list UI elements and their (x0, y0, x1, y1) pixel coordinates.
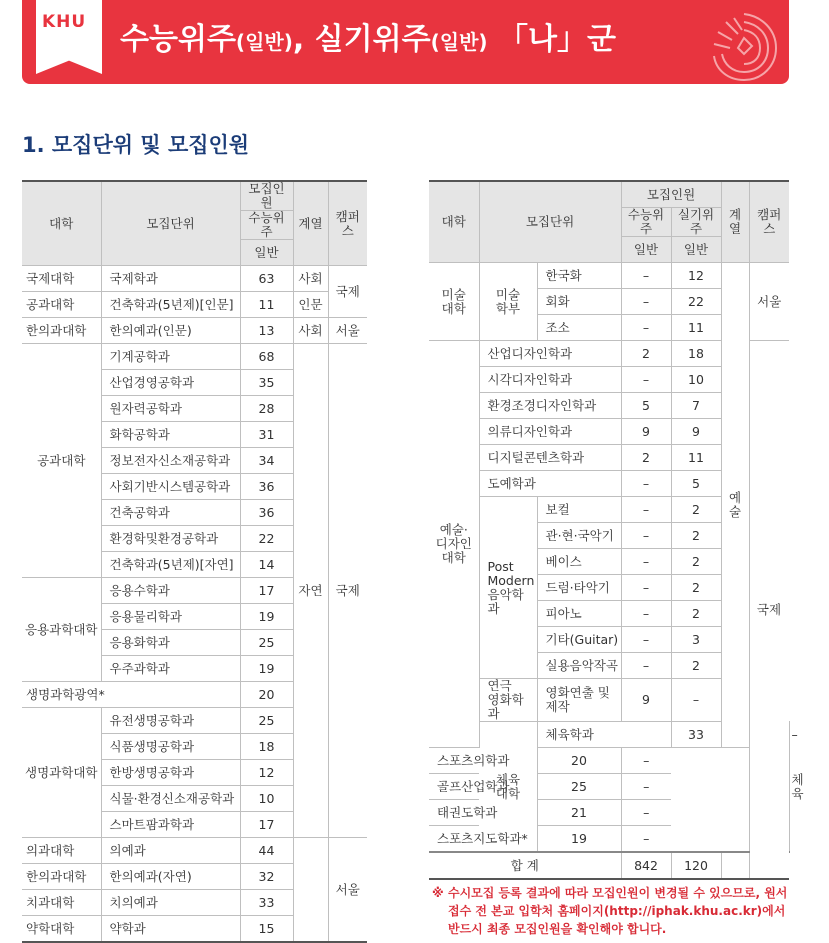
count-cell: 12 (240, 760, 293, 786)
unit-cell: 응용화학과 (101, 630, 240, 656)
suneung-cell: – (621, 367, 671, 393)
table-row (22, 838, 367, 864)
khu-logo: KHU (42, 12, 87, 32)
col-quota: 모집인원 (621, 181, 721, 208)
count-cell: 28 (240, 396, 293, 422)
suneung-cell: 21 (537, 800, 621, 826)
suneung-cell: – (621, 523, 671, 549)
dept-cell: 미술 학부 (479, 263, 537, 341)
unit-cell: 응용수학과 (101, 578, 240, 604)
unit-cell: 유전생명공학과 (101, 708, 240, 734)
track-cell-blank (293, 838, 328, 943)
count-cell: 31 (240, 422, 293, 448)
count-cell: 11 (240, 292, 293, 318)
suneung-cell: – (621, 653, 671, 679)
col-general-2: 일반 (671, 237, 721, 263)
notice-text: 수시모집 등록 결과에 따라 모집인원이 변경될 수 있으므로, 원서 접수 전 본교 입학처 홈페이지(http://iphak.khu.ac.kr)에서 반드시 최종 모집인원을 확인해야 합니다. (448, 886, 788, 936)
unit-cell: 약학과 (101, 916, 240, 943)
unit-cell: 의류디자인학과 (479, 419, 621, 445)
silgi-cell: – (621, 774, 671, 800)
unit-cell: 도예학과 (479, 471, 621, 497)
campus-cell: 서울 (328, 838, 367, 943)
notice-mark: ※ (432, 886, 444, 900)
table-row (429, 826, 789, 853)
title-part3: , 실기위주 (292, 22, 431, 57)
count-cell: 25 (240, 708, 293, 734)
unit-cell: 건축공학과 (101, 500, 240, 526)
unit-cell: 식물·환경신소재공학과 (101, 786, 240, 812)
total-row (429, 852, 789, 879)
silgi-cell: 11 (671, 315, 721, 341)
col-quota: 모집인원 (240, 181, 293, 211)
header-banner (22, 0, 789, 84)
page-title (120, 14, 616, 58)
suneung-cell: 20 (537, 748, 621, 774)
suneung-cell: – (621, 471, 671, 497)
college-cell: 약학대학 (22, 916, 101, 943)
dept-cell: Post Modern 음악학과 (479, 497, 537, 679)
col-general: 일반 (240, 240, 293, 266)
track-cell: 사회 (293, 266, 328, 292)
suneung-cell: – (621, 263, 671, 289)
count-cell: 22 (240, 526, 293, 552)
unit-cell: 시각디자인학과 (479, 367, 621, 393)
silgi-cell: 3 (671, 627, 721, 653)
silgi-cell: 10 (671, 367, 721, 393)
unit-cell: 정보전자신소재공학과 (101, 448, 240, 474)
college-cell: 한의과대학 (22, 318, 101, 344)
count-cell: 36 (240, 500, 293, 526)
count-cell: 17 (240, 812, 293, 838)
table-row (22, 318, 367, 344)
silgi-cell: 7 (671, 393, 721, 419)
right-quota-table (429, 180, 804, 880)
unit-cell: 우주과학과 (101, 656, 240, 682)
col-college: 대학 (22, 181, 101, 266)
suneung-cell: – (621, 601, 671, 627)
col-suneung: 수능위주 (240, 211, 293, 240)
track-cell: 사회 (293, 318, 328, 344)
track-cell: 예술 (721, 263, 749, 748)
table-row (429, 774, 789, 800)
unit-cell: 한의예과(인문) (101, 318, 240, 344)
suneung-cell: 33 (671, 722, 721, 748)
silgi-cell: 2 (671, 523, 721, 549)
count-cell: 19 (240, 604, 293, 630)
count-cell: 68 (240, 344, 293, 370)
count-cell: 34 (240, 448, 293, 474)
count-cell: 20 (240, 682, 293, 708)
suneung-cell: 9 (621, 419, 671, 445)
college-cell: 공과대학 (22, 292, 101, 318)
silgi-cell: 2 (671, 575, 721, 601)
title-part1: 수능위주 (120, 22, 236, 57)
table-row (22, 344, 367, 370)
unit-cell: 스포츠지도학과* (429, 826, 537, 853)
title-part2: (일반) (235, 30, 293, 54)
unit-cell: 디지털콘텐츠학과 (479, 445, 621, 471)
campus-cell: 서울 (749, 263, 789, 341)
unit-cell: 실용음악작곡 (537, 653, 621, 679)
silgi-cell: 2 (671, 601, 721, 627)
unit-cell: 체육학과 (537, 722, 671, 748)
total-silgi: 120 (671, 852, 721, 879)
college-cell: 생명과학광역* (22, 682, 240, 708)
total-blank (721, 852, 789, 879)
table-row (22, 266, 367, 292)
silgi-cell: 12 (671, 263, 721, 289)
col-campus: 캠퍼스 (328, 181, 367, 266)
col-college: 대학 (429, 181, 479, 263)
college-cell: 미술 대학 (429, 263, 479, 341)
unit-cell: 원자력공학과 (101, 396, 240, 422)
table-row (429, 748, 789, 774)
college-cell: 생명과학대학 (22, 708, 101, 838)
table-row (429, 263, 789, 289)
college-cell: 응용과학대학 (22, 578, 101, 682)
count-cell: 63 (240, 266, 293, 292)
left-quota-table (22, 180, 367, 943)
unit-cell: 식품생명공학과 (101, 734, 240, 760)
college-cell: 의과대학 (22, 838, 101, 864)
unit-cell: 건축학과(5년제)[자연] (101, 552, 240, 578)
suneung-cell: – (621, 575, 671, 601)
silgi-cell: 2 (671, 497, 721, 523)
suneung-cell: 2 (621, 341, 671, 367)
count-cell: 44 (240, 838, 293, 864)
unit-cell: 화학공학과 (101, 422, 240, 448)
unit-cell: 한의예과(자연) (101, 864, 240, 890)
silgi-cell: – (621, 800, 671, 826)
unit-cell: 드럼·타악기 (537, 575, 621, 601)
count-cell: 18 (240, 734, 293, 760)
silgi-cell: 11 (671, 445, 721, 471)
track-cell: 자연 (293, 344, 328, 838)
unit-cell: 의예과 (101, 838, 240, 864)
unit-cell: 스마트팜과학과 (101, 812, 240, 838)
unit-cell: 베이스 (537, 549, 621, 575)
unit-cell: 산업디자인학과 (479, 341, 621, 367)
unit-cell: 환경학및환경공학과 (101, 526, 240, 552)
unit-cell: 골프산업학과 (429, 774, 537, 800)
silgi-cell: 2 (671, 653, 721, 679)
unit-cell: 사회기반시스템공학과 (101, 474, 240, 500)
col-unit: 모집단위 (479, 181, 621, 263)
unit-cell: 회화 (537, 289, 621, 315)
suneung-cell: 19 (537, 826, 621, 853)
unit-cell: 피아노 (537, 601, 621, 627)
count-cell: 35 (240, 370, 293, 396)
suneung-cell: – (621, 315, 671, 341)
unit-cell: 한국화 (537, 263, 621, 289)
silgi-cell: – (621, 826, 671, 853)
col-track: 계열 (293, 181, 328, 266)
lion-emblem-icon (704, 8, 784, 84)
title-part5: 「나」군 (487, 22, 616, 57)
suneung-cell: 25 (537, 774, 621, 800)
unit-cell: 영화연출 및 제작 (537, 679, 621, 722)
unit-cell: 관·현·국악기 (537, 523, 621, 549)
college-cell: 국제대학 (22, 266, 101, 292)
track-cell: 인문 (293, 292, 328, 318)
suneung-cell: – (621, 549, 671, 575)
silgi-cell: 5 (671, 471, 721, 497)
unit-cell: 기타(Guitar) (537, 627, 621, 653)
unit-cell: 태권도학과 (429, 800, 537, 826)
unit-cell: 산업경영공학과 (101, 370, 240, 396)
silgi-cell: 18 (671, 341, 721, 367)
college-cell: 예술· 디자인 대학 (429, 341, 479, 748)
dept-cell: 연극 영화학과 (479, 679, 537, 722)
suneung-cell: 5 (621, 393, 671, 419)
unit-cell: 국제학과 (101, 266, 240, 292)
unit-cell: 한방생명공학과 (101, 760, 240, 786)
unit-cell: 환경조경디자인학과 (479, 393, 621, 419)
table-row (22, 292, 367, 318)
college-cell: 치과대학 (22, 890, 101, 916)
college-cell: 공과대학 (22, 344, 101, 578)
count-cell: 10 (240, 786, 293, 812)
count-cell: 14 (240, 552, 293, 578)
title-part4: (일반) (430, 30, 488, 54)
campus-cell: 서울 (328, 318, 367, 344)
suneung-cell: 9 (621, 679, 671, 722)
col-campus: 캠퍼스 (749, 181, 789, 263)
col-silgi: 실기위주 (671, 208, 721, 237)
campus-cell: 국제 (328, 344, 367, 838)
unit-cell: 보컬 (537, 497, 621, 523)
count-cell: 19 (240, 656, 293, 682)
col-unit: 모집단위 (101, 181, 240, 266)
unit-cell: 치의예과 (101, 890, 240, 916)
unit-cell: 기계공학과 (101, 344, 240, 370)
suneung-cell: – (621, 497, 671, 523)
unit-cell: 조소 (537, 315, 621, 341)
campus-cell: 국제 (328, 266, 367, 318)
unit-cell: 건축학과(5년제)[인문] (101, 292, 240, 318)
section-title: 1. 모집단위 및 모집인원 (22, 133, 250, 157)
suneung-cell: – (621, 289, 671, 315)
notice (432, 884, 794, 938)
unit-cell: 스포츠의학과 (429, 748, 537, 774)
silgi-cell: 2 (671, 549, 721, 575)
col-suneung: 수능위주 (621, 208, 671, 237)
col-general-1: 일반 (621, 237, 671, 263)
count-cell: 25 (240, 630, 293, 656)
total-suneung: 842 (621, 852, 671, 879)
table-row (429, 800, 789, 826)
count-cell: 17 (240, 578, 293, 604)
campus-cell: 국제 (749, 341, 789, 880)
total-label: 합 계 (429, 852, 621, 879)
suneung-cell: – (621, 627, 671, 653)
silgi-cell: – (621, 748, 671, 774)
count-cell: 36 (240, 474, 293, 500)
count-cell: 32 (240, 864, 293, 890)
count-cell: 13 (240, 318, 293, 344)
silgi-cell: 9 (671, 419, 721, 445)
table-row: 체육 대학 체육학과 33 – 체육 (429, 722, 789, 748)
college-cell: 체육 대학 (479, 722, 537, 853)
suneung-cell: 2 (621, 445, 671, 471)
silgi-cell: – (671, 679, 721, 722)
college-cell: 한의과대학 (22, 864, 101, 890)
count-cell: 15 (240, 916, 293, 943)
unit-cell: 응용물리학과 (101, 604, 240, 630)
count-cell: 33 (240, 890, 293, 916)
silgi-cell: 22 (671, 289, 721, 315)
col-track: 계열 (721, 181, 749, 263)
